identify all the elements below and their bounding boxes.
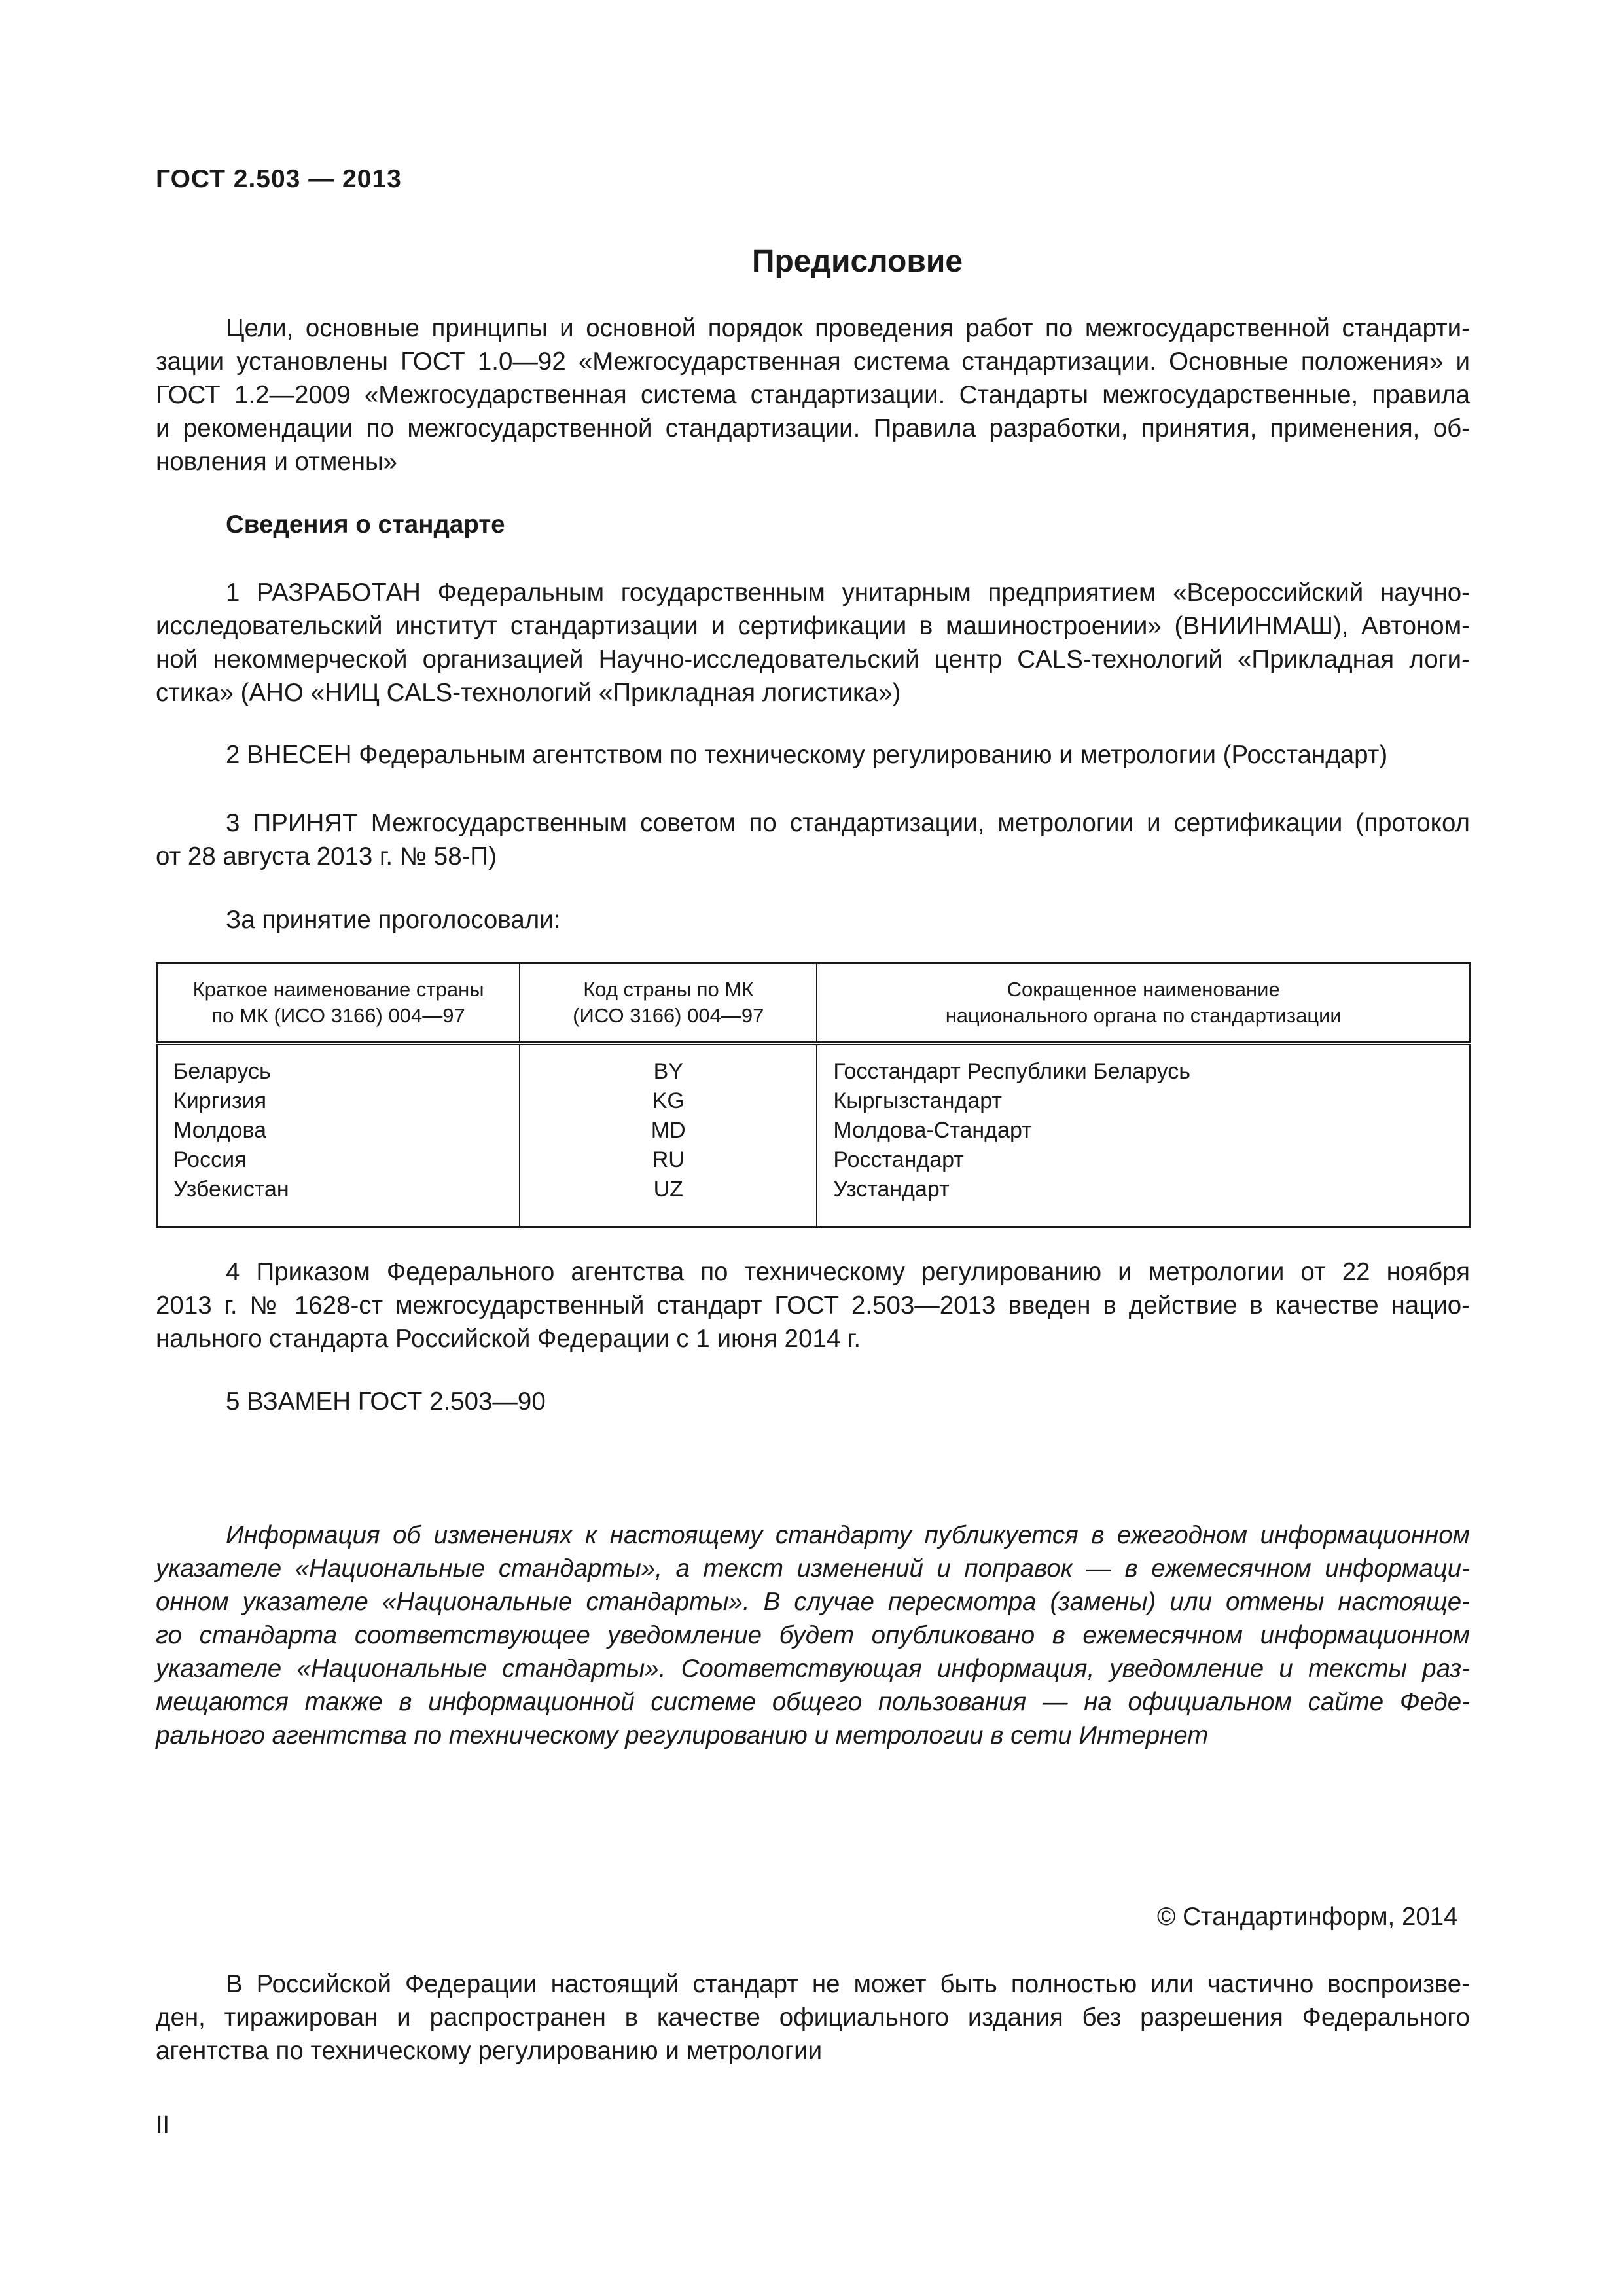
item-1-paragraph — [156, 576, 1470, 709]
country-cell: Беларусь — [173, 1059, 271, 1084]
intro-paragraph — [156, 312, 1470, 478]
header-country — [157, 963, 520, 1044]
item-5-paragraph: 5 ВЗАМЕН ГОСТ 2.503—90 — [226, 1388, 546, 1416]
header-line: по МК (ИСО 3166) 004—97 — [211, 1004, 465, 1027]
code-column — [520, 1043, 817, 1227]
document-code: ГОСТ 2.503 — 2013 — [156, 165, 402, 193]
body-cell: Росстандарт — [833, 1147, 964, 1172]
header-code — [520, 963, 817, 1044]
text-line: указателе «Национальные стандарты», а текст изменений и поправок — в ежемесячном информаци- — [156, 1554, 1470, 1583]
text-line: 4 Приказом Федерального агентства по техническому регулированию и метрологии от 22 ноября — [226, 1258, 1470, 1286]
info-heading: Сведения о стандарте — [226, 511, 505, 539]
header-line: Код страны по МК — [583, 978, 754, 1001]
text-line: 1 РАЗРАБОТАН Федеральным государственным унитарным предприятием «Всероссийский научно- — [226, 579, 1470, 607]
body-cell: Госстандарт Республики Беларусь — [833, 1059, 1190, 1084]
text-line: 3 ПРИНЯТ Межгосударственным советом по стандартизации, метрологии и сертификации (протокол — [226, 809, 1470, 837]
text-line: Информация об изменениях к настоящему стандарту публикуется в ежегодном информационном — [226, 1521, 1470, 1549]
text-line: рального агентства по техническому регулированию и метрологии в сети Интернет — [156, 1721, 1209, 1749]
text-line: ГОСТ 1.2—2009 «Межгосударственная система стандартизации. Стандарты межгосударственные, правила — [156, 381, 1470, 409]
table-header-row — [157, 963, 1471, 1044]
text-line: исследовательский институт стандартизации и сертификации в машиностроении» (ВНИИНМАШ), Автоном- — [156, 612, 1470, 640]
item-4-paragraph — [156, 1255, 1470, 1355]
notice-paragraph — [156, 1518, 1470, 1752]
country-cell: Россия — [173, 1147, 247, 1172]
voting-table — [156, 962, 1471, 1228]
text-line: Цели, основные принципы и основной порядок проведения работ по межгосударственной стандарти- — [226, 314, 1470, 342]
body-cell: Кыргызстандарт — [833, 1088, 1002, 1113]
text-line: го стандарта соответствующее уведомление будет опубликовано в ежемесячном информационном — [156, 1621, 1470, 1649]
header-line: Краткое наименование страны — [192, 978, 484, 1001]
header-line: национального органа по стандартизации — [945, 1004, 1342, 1027]
text-line: и рекомендации по межгосударственной стандартизации. Правила разработки, принятия, применения, об- — [156, 414, 1470, 442]
code-cell: MD — [651, 1118, 686, 1143]
code-cell: RU — [652, 1147, 685, 1172]
body-column — [817, 1043, 1470, 1227]
text-line: указателе «Национальные стандарты». Соответствующая информация, уведомление и тексты раз- — [156, 1655, 1470, 1683]
country-cell: Киргизия — [173, 1088, 267, 1113]
country-cell: Молдова — [173, 1118, 267, 1143]
text-line: В Российской Федерации настоящий стандарт не может быть полностью или частично воспроизве- — [226, 1970, 1470, 1998]
text-line: нального стандарта Российской Федерации с 1 июня 2014 г. — [156, 1325, 861, 1353]
text-line: зации установлены ГОСТ 1.0—92 «Межгосударственная система стандартизации. Основные положения» и — [156, 348, 1470, 376]
voted-label: За принятие проголосовали: — [226, 906, 561, 934]
text-line: ден, тиражирован и распространен в качестве официального издания без разрешения Федерального — [156, 2003, 1470, 2032]
text-line: новления и отмены» — [156, 448, 398, 476]
body-cell: Молдова-Стандарт — [833, 1118, 1032, 1143]
header-line: Сокращенное наименование — [1007, 978, 1280, 1001]
item-2-paragraph: 2 ВНЕСЕН Федеральным агентством по техническому регулированию и метрологии (Росстандарт) — [226, 741, 1388, 769]
country-column — [157, 1043, 520, 1227]
text-line: от 28 августа 2013 г. № 58-П) — [156, 842, 497, 870]
page-title: Предисловие — [751, 244, 963, 279]
text-line: стика» (АНО «НИЦ CALS-технологий «Прикладная логистика») — [156, 679, 901, 707]
code-cell: UZ — [653, 1177, 683, 1202]
header-line: (ИСО 3166) 004—97 — [573, 1004, 764, 1027]
text-line: агентства по техническому регулированию и метрологии — [156, 2037, 823, 2065]
table-row — [157, 1043, 1471, 1227]
item-3-paragraph — [156, 806, 1470, 873]
copyright: © Стандартинформ, 2014 — [1157, 1903, 1458, 1931]
text-line: мещаются также в информационной системе общего пользования — на официальном сайте Феде- — [156, 1688, 1470, 1716]
header-body — [817, 963, 1470, 1044]
text-line: ной некоммерческой организацией Научно-исследовательский центр CALS-технологий «Прикладная логи- — [156, 645, 1470, 673]
body-cell: Узстандарт — [833, 1177, 950, 1202]
page-number: II — [156, 2111, 170, 2139]
country-cell: Узбекистан — [173, 1177, 289, 1202]
code-cell: KG — [652, 1088, 685, 1113]
code-cell: BY — [653, 1059, 683, 1084]
text-line: онном указателе «Национальные стандарты». В случае пересмотра (замены) или отмены настояще- — [156, 1588, 1470, 1616]
rights-paragraph — [156, 1967, 1470, 2068]
text-line: 2013 г. № 1628-ст межгосударственный стандарт ГОСТ 2.503—2013 введен в действие в качестве нацио- — [156, 1291, 1470, 1319]
